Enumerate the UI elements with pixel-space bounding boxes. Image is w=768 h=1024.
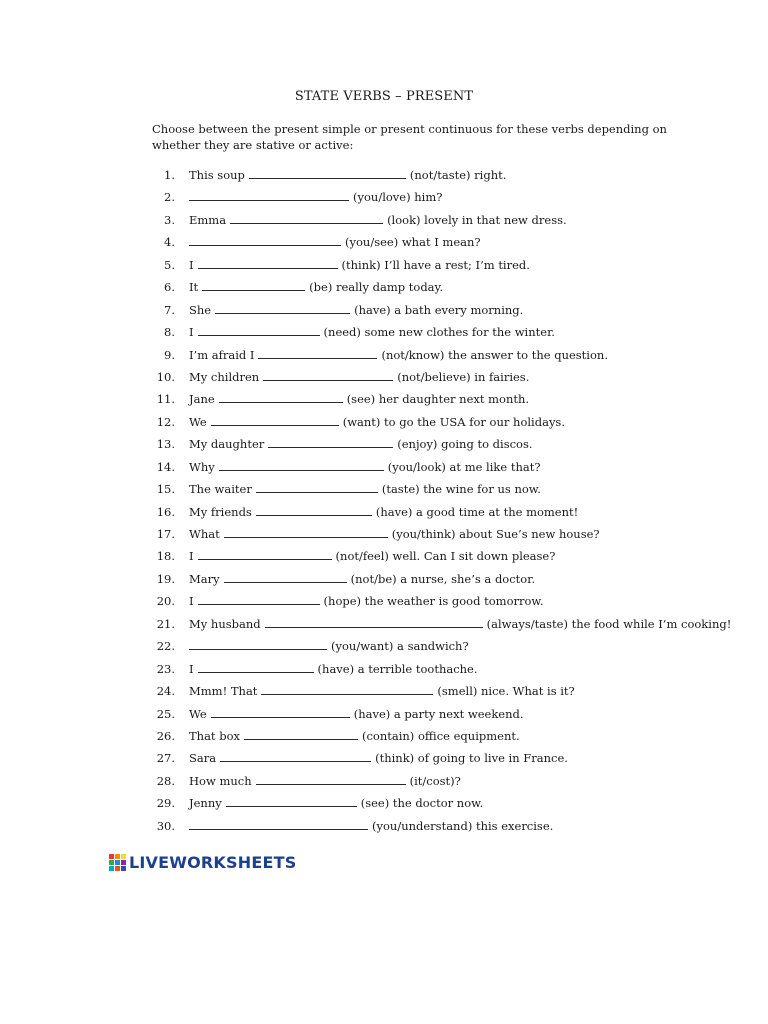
sentence-start: We <box>189 706 207 721</box>
answer-blank[interactable] <box>265 616 483 628</box>
item-sentence <box>189 590 544 612</box>
verb-prompt: (taste) the wine for us now. <box>381 482 541 497</box>
answer-blank[interactable] <box>198 548 332 560</box>
item-sentence <box>189 344 608 366</box>
item-number: 12. <box>156 414 175 429</box>
verb-prompt: (not/feel) well. Can I sit down please? <box>335 549 556 564</box>
exercise-item <box>0 590 768 612</box>
exercise-item <box>0 366 768 388</box>
verb-prompt: (you/understand) this exercise. <box>372 818 554 833</box>
answer-blank[interactable] <box>256 773 406 785</box>
answer-blank[interactable] <box>230 212 383 224</box>
item-sentence <box>189 411 565 433</box>
verb-prompt: (have) a terrible toothache. <box>317 661 478 676</box>
item-number: 25. <box>156 706 175 721</box>
item-number: 9. <box>164 347 175 362</box>
item-sentence <box>189 164 506 186</box>
logo-mark-icon <box>109 854 126 871</box>
item-number: 13. <box>156 437 175 452</box>
exercise-item <box>0 276 768 298</box>
item-sentence <box>189 635 469 657</box>
logo-square <box>115 860 120 865</box>
item-sentence <box>189 456 541 478</box>
instructions: Choose between the present simple or present continuous for these verbs depending on whether they are stative or active: <box>152 122 667 152</box>
sentence-start: My children <box>189 369 260 384</box>
item-sentence <box>189 321 555 343</box>
answer-blank[interactable] <box>263 369 393 381</box>
item-sentence <box>189 433 533 455</box>
sentence-start: My husband <box>189 616 261 631</box>
sentence-start: She <box>189 302 212 317</box>
answer-blank[interactable] <box>224 526 388 538</box>
logo-square <box>121 854 126 859</box>
item-number: 15. <box>156 482 175 497</box>
sentence-start: This soup <box>189 168 245 182</box>
answer-blank[interactable] <box>198 257 338 269</box>
exercise-item <box>0 658 768 680</box>
sentence-start: That box <box>189 728 240 743</box>
sentence-start: I <box>189 549 194 564</box>
logo-square <box>115 854 120 859</box>
verb-prompt: (not/know) the answer to the question. <box>381 347 608 362</box>
verb-prompt: (be) really damp today. <box>309 280 444 295</box>
answer-blank[interactable] <box>258 347 377 359</box>
item-sentence <box>189 366 529 388</box>
item-number: 8. <box>164 325 175 340</box>
answer-blank[interactable] <box>211 414 339 426</box>
verb-prompt: (contain) office equipment. <box>361 728 520 743</box>
answer-blank[interactable] <box>189 189 349 201</box>
sentence-start: My friends <box>189 504 252 519</box>
item-sentence <box>189 501 578 523</box>
answer-blank[interactable] <box>268 436 393 448</box>
logo-square <box>121 866 126 871</box>
verb-prompt: (enjoy) going to discos. <box>397 437 533 452</box>
item-sentence <box>189 276 443 298</box>
item-number: 7. <box>164 302 175 317</box>
exercise-item <box>0 299 768 321</box>
item-sentence <box>189 231 481 253</box>
item-number: 27. <box>156 751 175 766</box>
verb-prompt: (you/think) about Sue’s new house? <box>391 527 600 541</box>
item-sentence <box>189 523 600 545</box>
sentence-start: Jane <box>189 392 215 407</box>
sentence-start: What <box>189 527 220 541</box>
verb-prompt: (you/look) at me like that? <box>387 459 541 474</box>
item-sentence <box>189 299 523 321</box>
exercise-item <box>0 613 768 635</box>
answer-blank[interactable] <box>256 504 372 516</box>
exercise-item <box>0 501 768 523</box>
exercise-item <box>0 344 768 366</box>
exercise-item <box>0 770 768 792</box>
item-sentence <box>189 680 575 702</box>
item-number: 3. <box>164 212 175 227</box>
verb-prompt: (need) some new clothes for the winter. <box>323 325 555 340</box>
logo-square <box>109 860 114 865</box>
item-sentence <box>189 613 731 635</box>
exercise-item <box>0 747 768 769</box>
sentence-start: I’m afraid I <box>189 347 255 362</box>
item-sentence <box>189 478 541 500</box>
answer-blank[interactable] <box>198 593 320 605</box>
liveworksheets-logo <box>109 852 296 872</box>
item-number: 5. <box>164 257 175 272</box>
verb-prompt: (not/be) a nurse, she’s a doctor. <box>350 571 536 586</box>
item-number: 20. <box>156 594 175 609</box>
item-sentence <box>189 725 520 747</box>
sentence-start: My daughter <box>189 437 265 452</box>
sentence-start: I <box>189 325 194 340</box>
exercise-item <box>0 725 768 747</box>
exercise-item <box>0 703 768 725</box>
item-number: 29. <box>156 796 175 811</box>
exercise-item <box>0 433 768 455</box>
verb-prompt: (not/taste) right. <box>409 168 507 182</box>
verb-prompt: (you/love) him? <box>353 190 443 205</box>
item-sentence <box>189 388 529 410</box>
verb-prompt: (always/taste) the food while I’m cooking! <box>486 616 732 631</box>
answer-blank[interactable] <box>189 638 327 650</box>
item-sentence <box>189 209 567 231</box>
item-sentence <box>189 658 478 680</box>
exercise-item <box>0 254 768 276</box>
exercise-item <box>0 321 768 343</box>
item-sentence <box>189 545 555 567</box>
verb-prompt: (see) her daughter next month. <box>346 392 530 407</box>
exercise-item <box>0 568 768 590</box>
verb-prompt: (want) to go the USA for our holidays. <box>342 414 565 429</box>
item-number: 14. <box>156 459 175 474</box>
worksheet-title: STATE VERBS – PRESENT <box>294 89 474 104</box>
exercise-item <box>0 815 768 837</box>
item-number: 4. <box>164 235 175 250</box>
sentence-start: The waiter <box>189 482 252 497</box>
exercise-item <box>0 456 768 478</box>
item-number: 10. <box>156 369 175 384</box>
exercise-list <box>0 164 768 837</box>
item-sentence <box>189 568 535 590</box>
answer-blank[interactable] <box>198 324 320 336</box>
verb-prompt: (have) a good time at the moment! <box>375 504 579 519</box>
sentence-start: Sara <box>189 751 217 766</box>
verb-prompt: (you/want) a sandwich? <box>331 639 469 654</box>
exercise-item <box>0 635 768 657</box>
logo-square <box>115 866 120 871</box>
exercise-item <box>0 231 768 253</box>
sentence-start: We <box>189 414 207 429</box>
answer-blank[interactable] <box>189 818 368 830</box>
item-number: 18. <box>156 549 175 564</box>
exercise-item <box>0 388 768 410</box>
verb-prompt: (have) a bath every morning. <box>354 302 524 317</box>
sentence-start: Mary <box>189 571 220 586</box>
exercise-item <box>0 545 768 567</box>
sentence-start: How much <box>189 773 252 788</box>
item-number: 30. <box>156 818 175 833</box>
logo-text: LIVEWORKSHEETS <box>129 852 297 872</box>
exercise-item <box>0 209 768 231</box>
sentence-start: It <box>189 280 199 295</box>
exercise-item <box>0 411 768 433</box>
item-number: 6. <box>164 280 175 295</box>
item-number: 21. <box>156 616 175 631</box>
item-sentence <box>189 703 524 725</box>
verb-prompt: (think) I’ll have a rest; I’m tired. <box>341 257 530 272</box>
item-number: 16. <box>156 504 175 519</box>
verb-prompt: (you/see) what I mean? <box>345 235 481 250</box>
item-number: 26. <box>156 728 175 743</box>
answer-blank[interactable] <box>224 571 347 583</box>
verb-prompt: (have) a party next weekend. <box>353 706 524 721</box>
item-number: 11. <box>156 392 175 407</box>
answer-blank[interactable] <box>219 391 343 403</box>
answer-blank[interactable] <box>220 750 371 762</box>
item-number: 23. <box>156 661 175 676</box>
verb-prompt: (see) the doctor now. <box>360 796 484 811</box>
item-sentence <box>189 186 442 208</box>
answer-blank[interactable] <box>219 459 384 471</box>
exercise-item <box>0 186 768 208</box>
exercise-item <box>0 523 768 545</box>
answer-blank[interactable] <box>226 795 357 807</box>
answer-blank[interactable] <box>202 279 305 291</box>
verb-prompt: (look) lovely in that new dress. <box>387 212 567 227</box>
logo-square <box>109 854 114 859</box>
item-number: 24. <box>156 684 175 699</box>
item-number: 28. <box>156 773 175 788</box>
answer-blank[interactable] <box>189 234 341 246</box>
sentence-start: Why <box>189 459 215 474</box>
item-number: 19. <box>156 571 175 586</box>
verb-prompt: (think) of going to live in France. <box>375 751 568 766</box>
item-sentence <box>189 792 483 814</box>
exercise-item <box>0 164 768 186</box>
answer-blank[interactable] <box>256 481 378 493</box>
verb-prompt: (it/cost)? <box>409 773 461 788</box>
sentence-start: Mmm! That <box>189 684 258 699</box>
item-sentence <box>189 254 530 276</box>
item-sentence <box>189 747 568 769</box>
exercise-item <box>0 478 768 500</box>
sentence-start: I <box>189 257 194 272</box>
item-number: 1. <box>164 168 175 182</box>
answer-blank[interactable] <box>211 706 350 718</box>
verb-prompt: (hope) the weather is good tomorrow. <box>323 594 544 609</box>
verb-prompt: (smell) nice. What is it? <box>437 684 575 699</box>
answer-blank[interactable] <box>261 683 433 695</box>
item-number: 17. <box>156 527 175 541</box>
sentence-start: I <box>189 661 194 676</box>
answer-blank[interactable] <box>198 661 314 673</box>
item-number: 2. <box>164 190 175 205</box>
item-sentence <box>189 770 461 792</box>
exercise-item <box>0 792 768 814</box>
sentence-start: I <box>189 594 194 609</box>
item-number: 22. <box>156 639 175 654</box>
exercise-item <box>0 680 768 702</box>
logo-square <box>121 860 126 865</box>
logo-square <box>109 866 114 871</box>
sentence-start: Jenny <box>189 796 222 811</box>
answer-blank[interactable] <box>244 728 358 740</box>
item-sentence <box>189 815 553 837</box>
verb-prompt: (not/believe) in fairies. <box>397 369 530 384</box>
answer-blank[interactable] <box>249 167 406 179</box>
sentence-start: Emma <box>189 212 227 227</box>
answer-blank[interactable] <box>215 302 350 314</box>
